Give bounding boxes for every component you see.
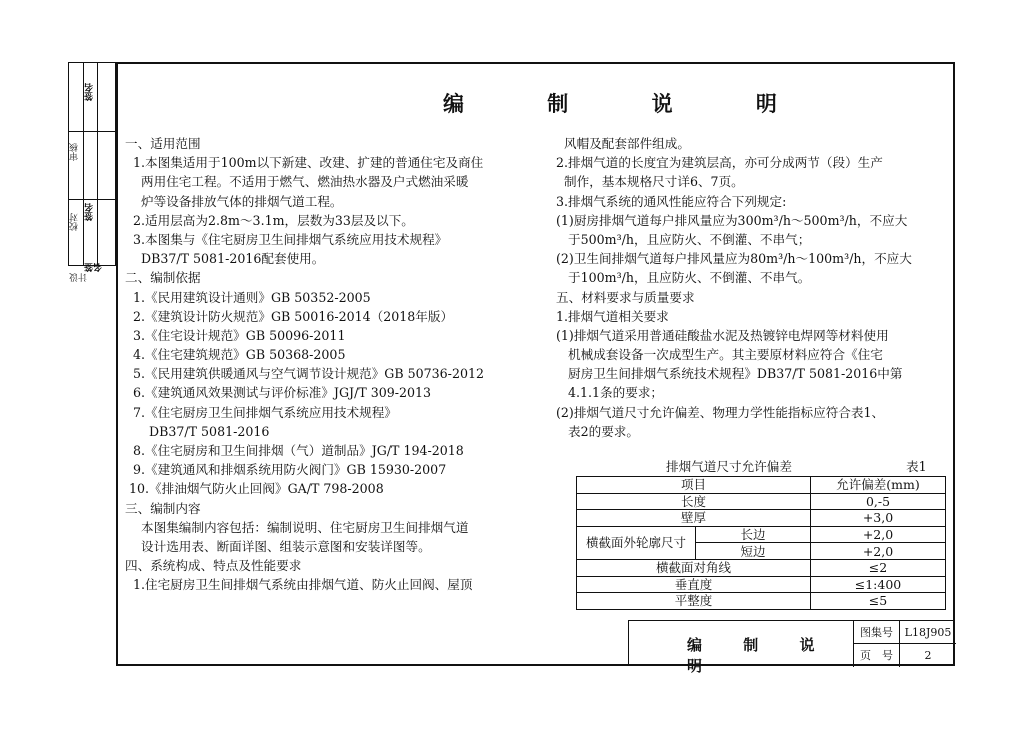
table-cell: ≤5 [811, 593, 946, 610]
table-header-tolerance: 允许偏差(mm) [811, 477, 946, 494]
table-cell: +2,0 [811, 526, 946, 543]
text-line: 3.排烟气系统的通风性能应符合下列规定: [556, 193, 787, 209]
text-line: 四、系统构成、特点及性能要求 [125, 558, 302, 574]
text-line: (1)厨房排烟气道每户排风量应为300m³/h～500m³/h，不应大 [556, 212, 908, 228]
text-line: 9.《建筑通风和排烟系统用防火阀门》GB 15930-2007 [125, 462, 447, 478]
text-line: 10.《排油烟气防火止回阀》GA/T 798-2008 [125, 481, 384, 497]
text-line: 2.《建筑设计防火规范》GB 50016-2014（2018年版） [125, 308, 454, 324]
atlas-label: 图集号 [854, 621, 900, 644]
table-cell: 壁厚 [577, 510, 811, 527]
table-cell: 长边 [696, 526, 811, 543]
text-line: 五、材料要求与质量要求 [556, 289, 695, 305]
table1-number: 表1 [906, 459, 927, 474]
title-block-title: 编 制 说 明 [687, 636, 833, 675]
text-line: 6.《建筑通风效果测试与评价标准》JGJ/T 309-2013 [125, 385, 432, 401]
strip-label-review: 审核 [70, 143, 80, 161]
table-row [577, 477, 946, 494]
text-line: 5.《民用建筑供暖通风与空气调节设计规范》GB 50736-2012 [125, 366, 484, 382]
text-line: 炉等设备排放气体的排烟气道工程。 [125, 193, 343, 209]
atlas-number: L18J905 [900, 621, 956, 644]
text-line: 厨房卫生间排烟气系统技术规程》DB37/T 5081-2016中第 [556, 366, 903, 382]
text-line: 一、适用范围 [125, 136, 201, 151]
table1 [576, 476, 946, 610]
table-cell: 0,-5 [811, 493, 946, 510]
strip-label-proof: 校对 [70, 213, 80, 231]
text-line: 7.《住宅厨房卫生间排烟气系统应用技术规程》 [125, 404, 397, 420]
table1-caption: 排烟气道尺寸允许偏差 [666, 459, 792, 474]
text-line: 本图集编制内容包括：编制说明、住宅厨房卫生间排烟气道 [125, 519, 469, 535]
page-number: 2 [924, 649, 932, 662]
text-line: 3.《住宅设计规范》GB 50096-2011 [125, 327, 346, 343]
strip-signature-1: 签名 [85, 203, 95, 221]
table-header-item: 项目 [577, 477, 811, 494]
table-row [577, 493, 946, 510]
title-block [628, 620, 955, 675]
strip-signature-2: 签名 [85, 263, 104, 272]
table-cell: 短边 [696, 543, 811, 560]
page-label: 页 号 [854, 644, 900, 667]
text-line: 2.适用层高为2.8m～3.1m，层数为33层及以下。 [125, 212, 414, 228]
left-text-column [125, 134, 484, 595]
text-line: DB37/T 5081-2016 [125, 423, 270, 439]
text-line: 风帽及配套部件组成。 [556, 136, 690, 151]
title-block-name [629, 621, 854, 675]
table-cell: +2,0 [811, 543, 946, 560]
text-line: 1.排烟气道相关要求 [556, 308, 669, 324]
text-line: 两用住宅工程。不适用于燃气、燃油热水器及户式燃油采暖 [125, 174, 469, 190]
text-line: 设计选用表、断面详图、组装示意图和安装详图等。 [125, 538, 431, 554]
text-line: 于500m³/h，且应防火、不倒灌、不串气； [556, 231, 811, 247]
table-row [577, 510, 946, 527]
table-row [577, 559, 946, 576]
table-cell: +3,0 [811, 510, 946, 527]
text-line: (1)排烟气道采用普通硅酸盐水泥及热镀锌电焊网等材料使用 [556, 327, 889, 343]
text-line: 表2的要求。 [556, 423, 639, 439]
table-cell: 平整度 [577, 593, 811, 610]
text-line: 3.本图集与《住宅厨房卫生间排烟气系统应用技术规程》 [125, 231, 448, 247]
text-line: 1.本图集适用于100m以下新建、改建、扩建的普通住宅及商住 [125, 155, 484, 171]
text-line: 二、编制依据 [125, 270, 201, 286]
strip-label-design: 设计 [70, 273, 89, 282]
text-line: 1.《民用建筑设计通则》GB 50352-2005 [125, 289, 371, 305]
text-line: 4.《住宅建筑规范》GB 50368-2005 [125, 347, 346, 363]
text-line: 机械成套设备一次成型生产。其主要原材料应符合《住宅 [556, 347, 883, 363]
text-line: (2)排烟气道尺寸允许偏差、物理力学性能指标应符合表1、 [556, 404, 885, 420]
table-cell: 长度 [577, 493, 811, 510]
table-row [577, 593, 946, 610]
text-line: 1.住宅厨房卫生间排烟气系统由排烟气道、防火止回阀、屋顶 [125, 577, 473, 593]
table-cell: 横截面对角线 [577, 559, 811, 576]
text-line: 制作，基本规格尺寸详6、7页。 [556, 174, 744, 190]
text-line: 三、编制内容 [125, 500, 201, 516]
table-row [577, 576, 946, 593]
table-cell: 垂直度 [577, 576, 811, 593]
text-line: 于100m³/h，且应防火、不倒灌、不串气。 [556, 270, 811, 286]
text-line: 2.排烟气道的长度宜为建筑层高，亦可分成两节（段）生产 [556, 155, 883, 171]
table-cell: 横截面外轮廓尺寸 [577, 526, 696, 559]
text-line: DB37/T 5081-2016配套使用。 [125, 251, 325, 267]
right-text-column [556, 134, 912, 441]
table-cell: ≤2 [811, 559, 946, 576]
strip-signature-top: 签名 [85, 83, 95, 101]
text-line: (2)卫生间排烟气道每户排风量应为80m³/h～100m³/h，不应大 [556, 251, 912, 267]
text-line: 4.1.1条的要求； [556, 385, 664, 401]
table-row [577, 526, 946, 543]
table-cell: ≤1:400 [811, 576, 946, 593]
side-signature-strip [68, 62, 116, 282]
text-line: 8.《住宅厨房和卫生间排烟（气）道制品》JG/T 194-2018 [125, 443, 464, 458]
page-title: 编 制 说 明 [443, 91, 815, 116]
